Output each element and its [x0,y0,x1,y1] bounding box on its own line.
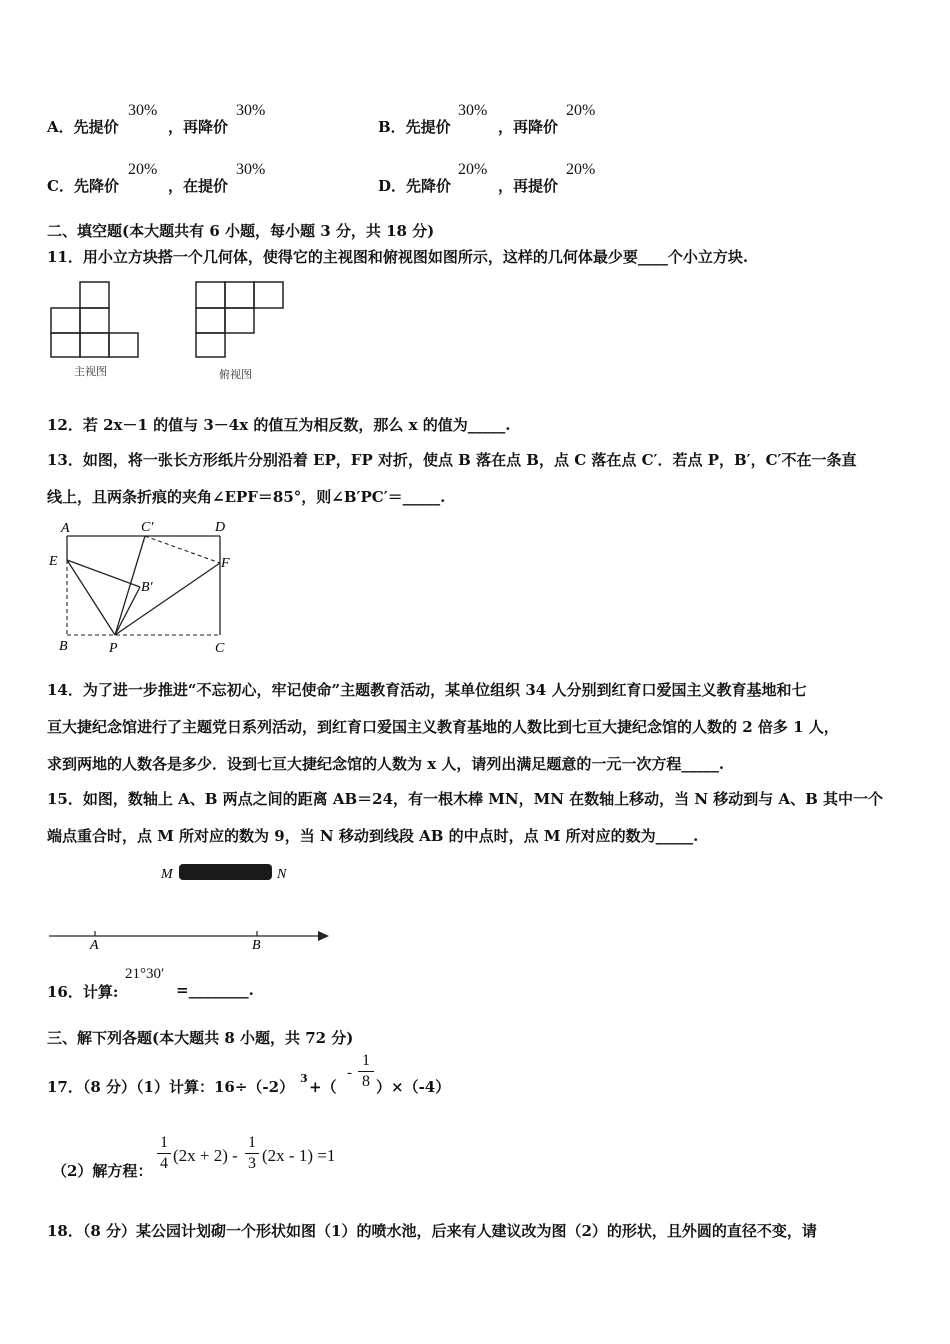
q17-frac-bar [358,1071,374,1072]
q13-line1: 13．如图，将一张长方形纸片分别沿着 EP，FP 对折，使点 B 落在点 B，点 C 落在点 C′．若点 P，B′，C′不在一条直 [47,451,857,469]
option-d-mid: ，再提价 [498,177,559,195]
label-b: B [252,938,261,953]
section2-title: 二、填空题(本大题共有 6 小题，每小题 3 分，共 18 分) [47,222,435,240]
label-m: M [161,867,173,882]
q14-line2: 亘大捷纪念馆进行了主题党日系列活动，到红育口爱国主义教育基地的人数比到七亘大捷纪念馆的人数的 2 倍多 1 人， [47,718,839,736]
q16-expr: 21°30′ [125,966,165,982]
label-b-prime: B′ [141,580,153,595]
q17-neg-sign: - [347,1065,352,1081]
q17-part1-a: 17．（8 分）（1）计算：16÷（-2） [47,1078,295,1096]
q15-line2: 端点重合时，点 M 所对应的数为 9，当 N 移动到线段 AB 的中点时，点 M 所对应的数为_____. [47,827,699,845]
label-e: E [49,554,58,569]
q17-eq-num1: 1 [160,1134,168,1151]
q11-top-label: 俯视图 [219,368,252,381]
q17-frac-den: 8 [362,1073,370,1090]
q17-eq-frac1 [157,1134,171,1173]
option-a-sup2: 30% [236,102,266,119]
option-c-sup1: 20% [128,161,158,178]
option-b-mid: ，再降价 [498,118,559,136]
option-c-sup2: 30% [236,161,266,178]
q11-text: 11．用小立方块搭一个几何体，使得它的主视图和俯视图如图所示，这样的几何体最少要____个小立方块. [47,248,749,266]
q16-suffix: =________. [176,981,254,999]
option-d-sup2: 20% [566,161,596,178]
q17-eq-bar1 [157,1153,171,1154]
q16-prefix: 16．计算: [47,983,119,1001]
label-b: B [59,639,68,654]
q11-front-label: 主视图 [74,365,107,378]
option-b-sup2: 20% [566,102,596,119]
label-a: A [90,938,99,953]
label-c-prime: C′ [141,520,154,535]
q17-part2-label: （2）解方程： [52,1162,153,1180]
option-c-label: C．先降价 [47,177,119,195]
q11-top-view [193,280,288,360]
option-a-mid: ，再降价 [168,118,229,136]
label-f: F [221,556,230,571]
label-p: P [109,641,118,656]
q17-part1-c: ）×（-4） [376,1078,451,1096]
label-n: N [277,867,287,882]
label-d: D [215,520,226,535]
option-a-sup1: 30% [128,102,158,119]
option-b-sup1: 30% [458,102,488,119]
q13-line2: 线上，且两条折痕的夹角∠EPF＝85°，则∠B′PC′＝_____. [47,488,446,506]
q14-line3: 求到两地的人数各是多少．设到七亘大捷纪念馆的人数为 x 人，请列出满足题意的一元一次方程_____. [47,755,725,773]
q15-number-line [45,855,335,955]
q17-eq-den1: 4 [160,1155,168,1172]
q17-eq-den2: 3 [248,1155,256,1172]
wooden-stick [179,864,272,880]
q17-eq-bar2 [245,1153,259,1154]
q12-text: 12．若 2x－1 的值与 3－4x 的值互为相反数，那么 x 的值为_____. [47,416,511,434]
label-a: A [61,521,70,536]
q17-exponent: 3 [300,1072,308,1085]
option-a-label: A．先提价 [47,118,119,136]
option-d-sup1: 20% [458,161,488,178]
q17-part1-b: +（ [309,1078,337,1096]
q15-line1: 15．如图，数轴上 A、B 两点之间的距离 AB＝24，有一根木棒 MN，MN 在数轴上移动，当 N 移动到与 A、B 其中一个 [47,790,884,808]
q17-eq-mid1: (2x + 2) - [173,1146,238,1165]
option-d-label: D．先降价 [378,177,452,195]
q18-text: 18．（8 分）某公园计划砌一个形状如图（1）的喷水池，后来有人建议改为图（2）的形状，且外圆的直径不变，请 [47,1222,817,1240]
q14-line1: 14．为了进一步推进“不忘初心，牢记使命”主题教育活动，某单位组织 34 人分别到红育口爱国主义教育基地和七 [47,681,807,699]
option-c-mid: ，在提价 [168,177,229,195]
q17-eq-frac2 [245,1134,259,1173]
q17-fraction [358,1052,374,1091]
q13-fold-diagram [45,515,245,660]
q17-eq-mid2: (2x - 1) =1 [262,1146,336,1165]
option-b-label: B．先提价 [378,118,451,136]
option-a [47,116,119,137]
label-c: C [215,641,225,656]
q17-frac-num: 1 [362,1052,370,1069]
q11-front-view [48,280,143,360]
q17-eq-num2: 1 [248,1134,256,1151]
section3-title: 三、解下列各题(本大题共 8 小题，共 72 分) [47,1029,354,1047]
